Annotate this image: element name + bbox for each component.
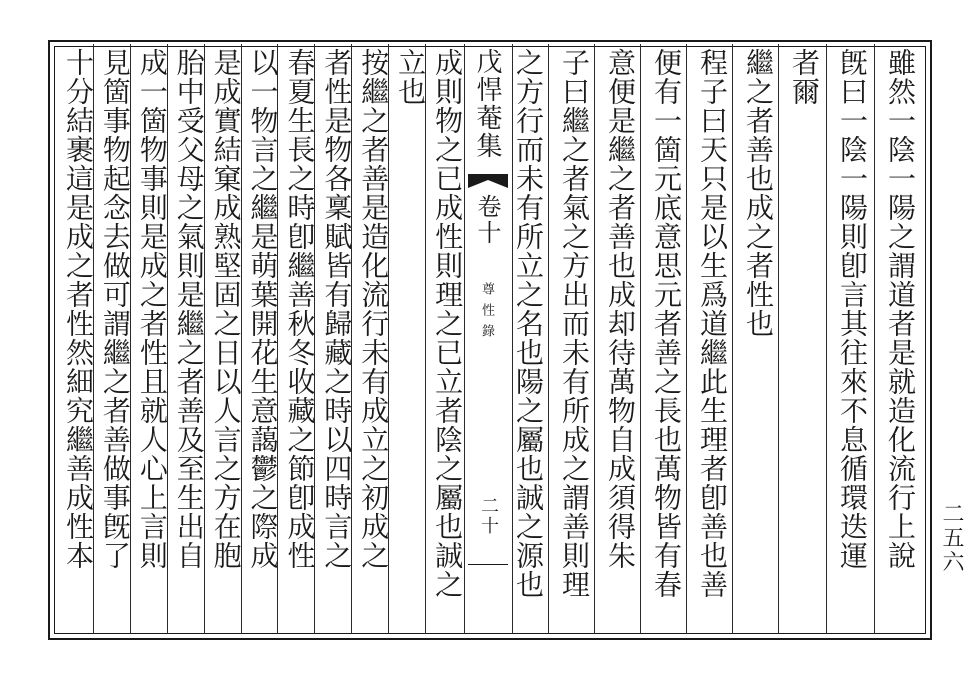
text-column-5: 程子曰天只是以生爲道繼此生理者卽善也善: [696, 48, 729, 599]
text-column-3: 者爾: [788, 48, 821, 106]
column-rule: [241, 44, 242, 634]
book-title: 戊悍菴集: [472, 48, 502, 160]
text-column-20: 十分結裹這是成之者性然細究繼善成性本: [62, 48, 95, 570]
column-rule: [425, 44, 426, 634]
text-column-9: 之方行而未有所立之名也陽之屬也誠之源也: [512, 48, 545, 599]
column-rule: [548, 44, 549, 634]
text-column-17: 胎中受父母之氣則是繼之者善及至生出自: [172, 48, 206, 570]
volume-label: 卷十: [473, 194, 501, 246]
fishtail-mark-icon: [468, 174, 508, 188]
section-title: 尊性錄: [479, 282, 494, 345]
text-column-6: 便有一箇元底意思元者善之長也萬物皆有春: [650, 48, 683, 599]
text-column-8: 子曰繼之者氣之方出而未有所成之謂善則理: [558, 48, 591, 599]
text-column-16: 是成實結窠成熟堅固之日以人言之方在胞: [209, 48, 243, 570]
column-rule: [686, 44, 687, 634]
text-column-4: 繼之者善也成之者性也: [742, 48, 775, 338]
text-column-18: 成一箇物事則是成之者性且就人心上言則: [135, 48, 169, 570]
outer-page-number: 二五六: [939, 502, 964, 574]
column-rule: [351, 44, 352, 634]
column-rule: [277, 44, 278, 634]
leaf-number: 二十: [478, 496, 499, 536]
column-rule: [204, 44, 205, 634]
text-column-12: 按繼之者善是造化流行未有成立之初成之: [357, 48, 391, 570]
text-column-11: 立也: [394, 48, 428, 106]
column-rule: [93, 44, 94, 634]
text-column-7: 意便是繼之者善也成却待萬物自成須得朱: [604, 48, 637, 570]
column-rule: [778, 44, 779, 634]
column-rule: [388, 44, 389, 634]
text-column-15: 以一物言之繼是萌葉開花生意藹鬱之際成: [246, 48, 280, 570]
column-rule: [732, 44, 733, 634]
column-rule: [594, 44, 595, 634]
column-rule: [826, 44, 827, 634]
column-rule: [130, 44, 131, 634]
center-strip-rule-right: [512, 44, 513, 634]
column-rule: [874, 44, 875, 634]
center-strip: [464, 44, 512, 634]
text-column-19: 見箇事物起念去做可謂繼之者善做事旣了: [98, 48, 132, 570]
column-rule: [314, 44, 315, 634]
leaf-mark-line: [468, 564, 508, 565]
text-column-14: 春夏生長之時卽繼善秋冬收藏之節卽成性: [283, 48, 317, 570]
text-column-13: 者性是物各稟賦皆有歸藏之時以四時言之: [320, 48, 354, 570]
column-rule: [640, 44, 641, 634]
text-column-1: 雖然一陰一陽之謂道者是就造化流行上說: [884, 48, 917, 570]
text-column-10: 成則物之已成性則理之已立者陰之屬也誠之: [431, 48, 465, 599]
text-column-2: 旣曰一陰一陽則卽言其往來不息循環迭運: [836, 48, 869, 570]
column-rule: [167, 44, 168, 634]
